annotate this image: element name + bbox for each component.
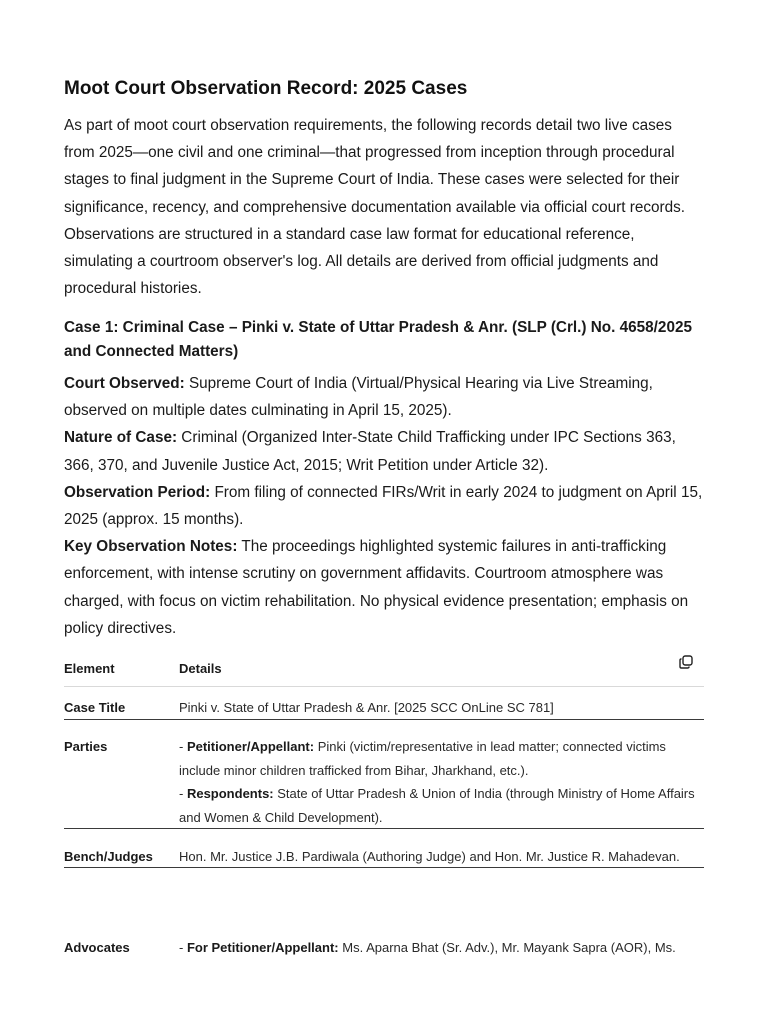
row-divider bbox=[64, 719, 704, 720]
advocate-petitioner-entry: - For Petitioner/Appellant: Ms. Aparna Bhat (Sr. Adv.), Mr. Mayank Sapra (AOR), Ms. bbox=[179, 940, 676, 955]
case-1-observations bbox=[64, 370, 704, 642]
bench-details: Hon. Mr. Justice J.B. Pardiwala (Authoring Judge) and Hon. Mr. Justice R. Mahadevan. bbox=[179, 849, 680, 864]
court-observed-value: Supreme Court of India (Virtual/Physical Hearing via Live Streaming, observed on multiple dates culminating in April 15, 2025). bbox=[64, 375, 653, 420]
case-1-heading: Case 1: Criminal Case – Pinki v. State of Uttar Pradesh & Anr. (SLP (Crl.) No. 4658/2025 and Connected Matters) bbox=[64, 319, 692, 360]
page-title: Moot Court Observation Record: 2025 Cases bbox=[64, 78, 468, 99]
court-observed-line bbox=[64, 370, 704, 424]
advocate-petitioner-label: For Petitioner/Appellant: bbox=[186, 940, 339, 955]
observation-period-line bbox=[64, 479, 704, 533]
header-details: Details bbox=[179, 661, 222, 676]
observation-period-value: From filing of connected FIRs/Writ in early 2024 to judgment on April 15, 2025 (approx. 15 months). bbox=[64, 483, 703, 529]
key-notes-label: Key Observation Notes: bbox=[64, 538, 238, 556]
key-notes-value: The proceedings highlighted systemic failures in anti-trafficking enforcement, with intense scrutiny on government affidavits. Courtroom atmosphere was charged, with focus on victim rehabilitation. No physical evidence presentation; emphasis on policy directives. bbox=[64, 538, 689, 637]
advocate-petitioner-value: Ms. Aparna Bhat (Sr. Adv.), Mr. Mayank Sapra (AOR), Ms. bbox=[338, 940, 676, 955]
nature-of-case-label: Nature of Case: bbox=[64, 429, 178, 447]
petitioner-entry: - Petitioner/Appellant: Pinki (victim/representative in lead matter; connected victims include minor children trafficked from Bihar, Jharkhand, etc.). bbox=[179, 739, 666, 778]
nature-of-case-value: Criminal (Organized Inter-State Child Trafficking under IPC Sections 363, 366, 370, and Juvenile Justice Act, 2015; Writ Petition under Article 32). bbox=[64, 429, 676, 474]
respondents-value: State of Uttar Pradesh & Union of India (through Ministry of Home Affairs and Women & Child Development). bbox=[179, 786, 695, 825]
key-notes-line bbox=[64, 533, 704, 642]
case-title-details: Pinki v. State of Uttar Pradesh & Anr. [2025 SCC OnLine SC 781] bbox=[179, 700, 554, 715]
case-title-element: Case Title bbox=[64, 700, 126, 715]
row-divider bbox=[64, 867, 704, 868]
petitioner-value: Pinki (victim/representative in lead matter; connected victims include minor children trafficked from Bihar, Jharkhand, etc.). bbox=[179, 739, 666, 778]
respondents-label: Respondents: bbox=[186, 786, 274, 801]
header-divider bbox=[64, 686, 704, 687]
parties-element: Parties bbox=[64, 739, 108, 754]
advocates-details bbox=[179, 936, 704, 960]
bench-element: Bench/Judges bbox=[64, 849, 153, 864]
respondents-entry: - Respondents: State of Uttar Pradesh & Union of India (through Ministry of Home Affairs and Women & Child Development). bbox=[179, 786, 695, 825]
court-observed-label: Court Observed: bbox=[64, 375, 185, 392]
parties-details bbox=[179, 735, 704, 829]
advocates-element: Advocates bbox=[64, 940, 130, 955]
nature-of-case-line bbox=[64, 424, 704, 478]
petitioner-label: Petitioner/Appellant: bbox=[186, 739, 315, 754]
header-element: Element bbox=[64, 661, 115, 676]
intro-paragraph: As part of moot court observation requirements, the following records detail two live cases from 2025—one civil and one criminal—that progressed from inception through procedural stages to final judgment in the Supreme Court of India. These cases were selected for their significance, recency, and comprehensive documentation available via official court records. Observations are structured in a standard case law format for educational reference, simulating a courtroom observer's log. All details are derived from official judgments and procedural histories. bbox=[64, 117, 685, 298]
observation-period-label: Observation Period: bbox=[64, 483, 211, 501]
row-divider bbox=[64, 828, 704, 829]
